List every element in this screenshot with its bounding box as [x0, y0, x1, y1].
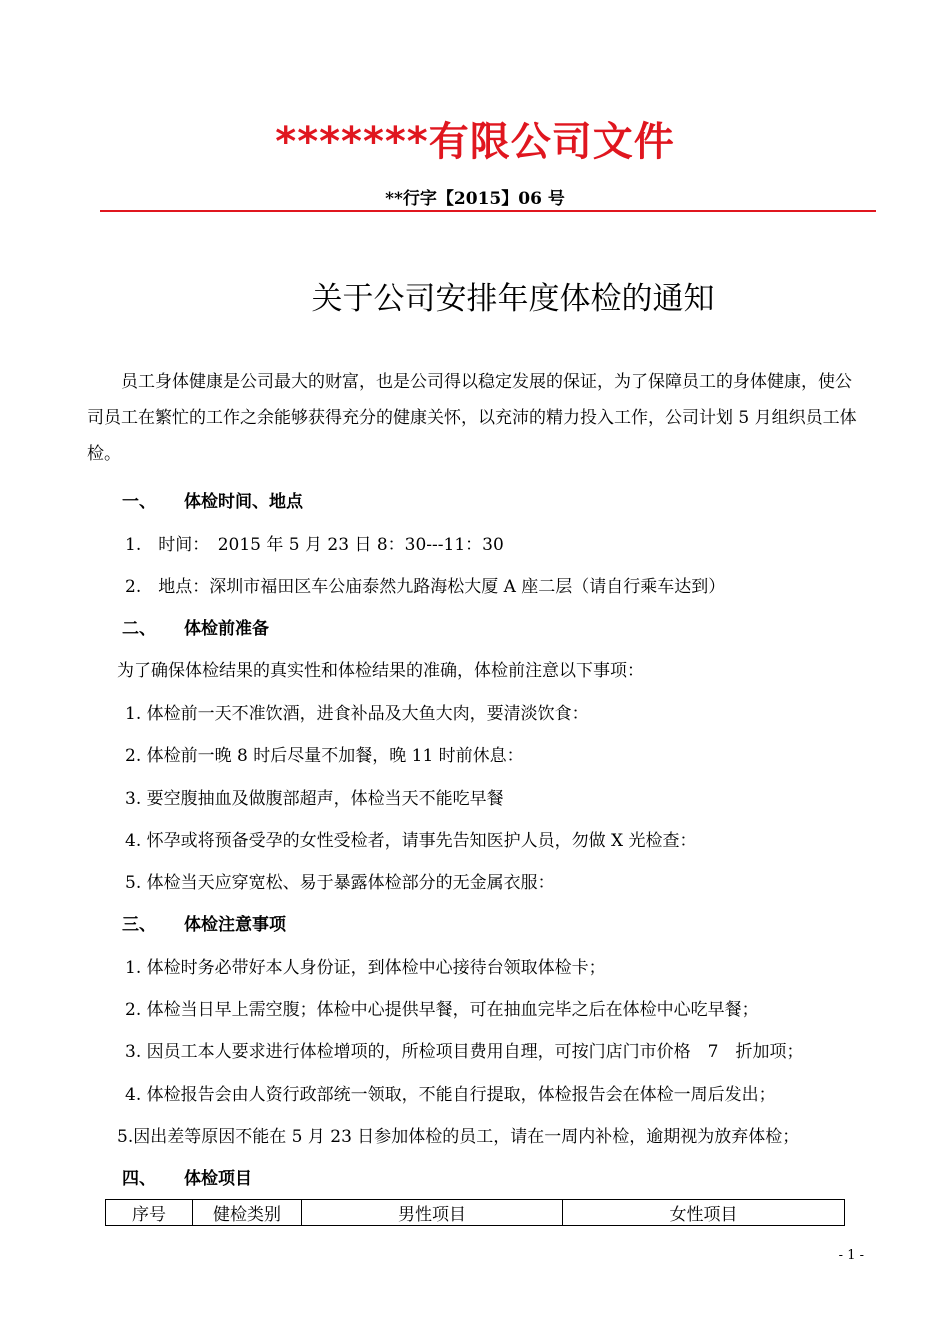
- section-number: 一、: [122, 492, 156, 512]
- section-3-item-1: 1. 体检时务必带好本人身份证，到体检中心接待台领取体检卡；: [125, 958, 606, 978]
- page-number: - 1 -: [838, 1248, 864, 1263]
- section-2-item-3: 3. 要空腹抽血及做腹部超声，体检当天不能吃早餐: [125, 789, 504, 809]
- document-number: **行字【2015】06 号: [385, 189, 565, 209]
- table-header-cell: 健检类别: [193, 1200, 302, 1226]
- table-header-cell: 男性项目: [302, 1200, 563, 1226]
- section-heading-3: [122, 910, 286, 935]
- section-title: 体检项目: [184, 1169, 252, 1189]
- table-header-cell: 序号: [106, 1200, 193, 1226]
- section-2-item-5: 5. 体检当天应穿宽松、易于暴露体检部分的无金属衣服：: [125, 873, 555, 893]
- table-header-cell: 女性项目: [563, 1200, 845, 1226]
- header-divider: [100, 210, 876, 212]
- section-number: 四、: [122, 1169, 156, 1189]
- section-2-item-2: 2. 体检前一晚 8 时后尽量不加餐，晚 11 时前休息：: [125, 746, 524, 766]
- section-number: 三、: [122, 915, 156, 935]
- exam-items-table: [105, 1199, 845, 1226]
- section-title: 体检前准备: [184, 619, 269, 639]
- section-title: 体检时间、地点: [184, 492, 303, 512]
- section-heading-1: [122, 487, 303, 512]
- section-3-item-2: 2. 体检当日早上需空腹；体检中心提供早餐，可在抽血完毕之后在体检中心吃早餐；: [125, 1000, 759, 1020]
- section-1-item-1: 1. 时间： 2015 年 5 月 23 日 8：30---11：30: [125, 535, 504, 555]
- section-2-item-1: 1. 体检前一天不准饮酒，进食补品及大鱼大肉，要清淡饮食：: [125, 704, 589, 724]
- notice-title: 关于公司安排年度体检的通知: [311, 281, 715, 317]
- section-3-item-3: 3. 因员工本人要求进行体检增项的，所检项目费用自理，可按门店门市价格 7 折加项；: [125, 1042, 804, 1062]
- section-2-item-4: 4. 怀孕或将预备受孕的女性受检者，请事先告知医护人员，勿做 X 光检查：: [125, 831, 697, 851]
- intro-paragraph: 员工身体健康是公司最大的财富，也是公司得以稳定发展的保证，为了保障员工的身体健康，使公司员工在繁忙的工作之余能够获得充分的健康关怀，以充沛的精力投入工作，公司计划 5 月组织员工体检。: [87, 372, 857, 464]
- section-2-lead: 为了确保体检结果的真实性和体检结果的准确，体检前注意以下事项：: [117, 661, 644, 681]
- document-header-title: *******有限公司文件: [275, 119, 675, 165]
- section-title: 体检注意事项: [184, 915, 286, 935]
- section-3-item-5: 5.因出差等原因不能在 5 月 23 日参加体检的员工，请在一周内补检，逾期视为放弃体检；: [117, 1127, 800, 1147]
- section-heading-4: [122, 1164, 252, 1189]
- table-header-row: [106, 1200, 845, 1226]
- section-number: 二、: [122, 619, 156, 639]
- section-3-item-4: 4. 体检报告会由人资行政部统一领取，不能自行提取，体检报告会在体检一周后发出；: [125, 1085, 776, 1105]
- section-heading-2: [122, 614, 269, 639]
- section-1-item-2: 2. 地点：深圳市福田区车公庙泰然九路海松大厦 A 座二层（请自行乘车达到）: [125, 577, 726, 597]
